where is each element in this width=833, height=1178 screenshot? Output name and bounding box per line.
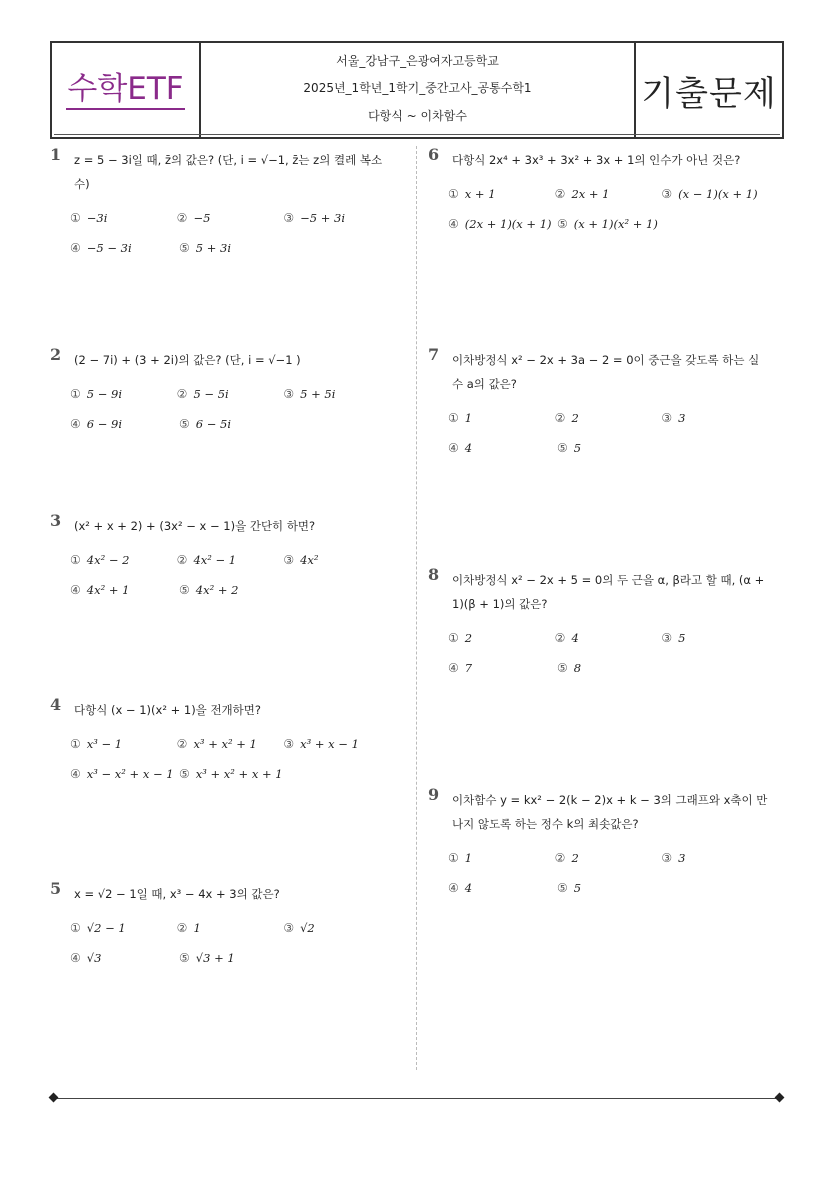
question-number: 2	[50, 345, 62, 364]
choice-3[interactable]: ③ 4x²	[283, 553, 319, 567]
choice-5[interactable]: ⑤ 8	[557, 661, 582, 675]
choice-list	[70, 203, 390, 263]
choice-4[interactable]: ④ −5 − 3i	[70, 241, 132, 255]
choice-2[interactable]: ② −5	[176, 211, 211, 225]
choice-3[interactable]: ③ 5	[661, 631, 686, 645]
choice-2[interactable]: ② 2x + 1	[554, 187, 610, 201]
choice-3[interactable]: ③ 5 + 5i	[283, 387, 336, 401]
choice-5[interactable]: ⑤ 5 + 3i	[179, 241, 232, 255]
choice-list	[70, 729, 390, 789]
choice-5[interactable]: ⑤ 5	[557, 441, 582, 455]
question-stem: 다항식 (x − 1)(x² + 1)을 전개하면?	[74, 703, 261, 717]
choice-list	[448, 843, 768, 903]
question-stem: 이차방정식 x² − 2x + 5 = 0의 두 근을 α, β라고 할 때, (α + 1)(β + 1)의 값은?	[452, 573, 765, 611]
choice-1[interactable]: ① 5 − 9i	[70, 387, 123, 401]
question-6	[428, 145, 768, 239]
question-3	[50, 511, 390, 605]
question-stem: 이차방정식 x² − 2x + 3a − 2 = 0이 중근을 갖도록 하는 실수 a의 값은?	[452, 353, 760, 391]
question-number: 6	[428, 145, 440, 164]
question-2	[50, 345, 390, 439]
choice-1[interactable]: ① x³ − 1	[70, 737, 123, 751]
choice-4[interactable]: ④ 4x² + 1	[70, 583, 130, 597]
choice-5[interactable]: ⑤ 6 − 5i	[179, 417, 232, 431]
choice-4[interactable]: ④ (2x + 1)(x + 1)	[448, 217, 552, 231]
choice-3[interactable]: ③ √2	[283, 921, 315, 935]
choice-1[interactable]: ① 1	[448, 851, 473, 865]
question-stem: 다항식 2x⁴ + 3x³ + 3x² + 3x + 1의 인수가 아닌 것은?	[452, 153, 741, 167]
choice-1[interactable]: ① 1	[448, 411, 473, 425]
footer-diamond-right-icon	[775, 1093, 785, 1103]
footer-diamond-left-icon	[49, 1093, 59, 1103]
question-number: 8	[428, 565, 440, 584]
choice-list	[448, 179, 768, 239]
brand-logo-cell	[52, 43, 201, 137]
brand-logo: 수학ETF	[66, 71, 184, 110]
choice-2[interactable]: ② 1	[176, 921, 201, 935]
choice-list	[70, 379, 390, 439]
choice-1[interactable]: ① −3i	[70, 211, 108, 225]
question-number: 9	[428, 785, 440, 804]
choice-2[interactable]: ② 2	[554, 411, 579, 425]
exam-info	[201, 43, 636, 137]
topic-range: 다항식 ~ 이차함수	[368, 108, 467, 123]
choice-4[interactable]: ④ 4	[448, 441, 473, 455]
question-stem: z = 5 − 3i일 때, z̄의 값은? (단, i = √−1, z̄는 z의 켤레 복소수)	[74, 153, 383, 191]
question-number: 5	[50, 879, 62, 898]
question-8	[428, 565, 768, 683]
question-stem: (2 − 7i) + (3 + 2i)의 값은? (단, i = √−1 )	[74, 353, 301, 367]
exam-name: 2025년_1학년_1학기_중간고사_공통수학1	[303, 81, 532, 96]
choice-2[interactable]: ② x³ + x² + 1	[176, 737, 257, 751]
question-number: 4	[50, 695, 62, 714]
choice-5[interactable]: ⑤ 5	[557, 881, 582, 895]
choice-1[interactable]: ① x + 1	[448, 187, 496, 201]
question-9	[428, 785, 768, 903]
question-stem: (x² + x + 2) + (3x² − x − 1)을 간단히 하면?	[74, 519, 316, 533]
choice-4[interactable]: ④ 6 − 9i	[70, 417, 123, 431]
choice-4[interactable]: ④ x³ − x² + x − 1	[70, 767, 174, 781]
question-7	[428, 345, 768, 463]
choice-5[interactable]: ⑤ x³ + x² + x + 1	[179, 767, 283, 781]
choice-2[interactable]: ② 2	[554, 851, 579, 865]
choice-1[interactable]: ① √2 − 1	[70, 921, 126, 935]
choice-4[interactable]: ④ 4	[448, 881, 473, 895]
question-number: 3	[50, 511, 62, 530]
question-number: 7	[428, 345, 440, 364]
doc-label: 기출문제	[641, 73, 777, 114]
choice-1[interactable]: ① 4x² − 2	[70, 553, 130, 567]
school-name: 서울_강남구_은광여자고등학교	[336, 54, 499, 69]
footer-rule	[54, 1098, 780, 1099]
question-stem: x = √2 − 1일 때, x³ − 4x + 3의 값은?	[74, 887, 280, 901]
choice-3[interactable]: ③ x³ + x − 1	[283, 737, 359, 751]
choice-5[interactable]: ⑤ 4x² + 2	[179, 583, 239, 597]
choice-5[interactable]: ⑤ √3 + 1	[179, 951, 235, 965]
choice-3[interactable]: ③ 3	[661, 851, 686, 865]
question-5	[50, 879, 390, 973]
doc-label-cell	[636, 43, 782, 137]
choice-5[interactable]: ⑤ (x + 1)(x² + 1)	[557, 217, 658, 231]
question-stem: 이차함수 y = kx² − 2(k − 2)x + k − 3의 그래프와 x축이 만나지 않도록 하는 정수 k의 최솟값은?	[452, 793, 768, 831]
question-number: 1	[50, 145, 62, 164]
choice-2[interactable]: ② 4	[554, 631, 579, 645]
choice-1[interactable]: ① 2	[448, 631, 473, 645]
question-1	[50, 145, 390, 263]
choice-2[interactable]: ② 5 − 5i	[176, 387, 229, 401]
choice-list	[70, 545, 390, 605]
column-divider	[416, 146, 417, 1070]
choice-2[interactable]: ② 4x² − 1	[176, 553, 237, 567]
choice-4[interactable]: ④ √3	[70, 951, 102, 965]
choice-3[interactable]: ③ (x − 1)(x + 1)	[661, 187, 758, 201]
choice-3[interactable]: ③ 3	[661, 411, 686, 425]
choice-list	[448, 403, 768, 463]
exam-header	[50, 41, 784, 139]
choice-list	[448, 623, 768, 683]
question-4	[50, 695, 390, 789]
choice-3[interactable]: ③ −5 + 3i	[283, 211, 346, 225]
choice-4[interactable]: ④ 7	[448, 661, 473, 675]
choice-list	[70, 913, 390, 973]
